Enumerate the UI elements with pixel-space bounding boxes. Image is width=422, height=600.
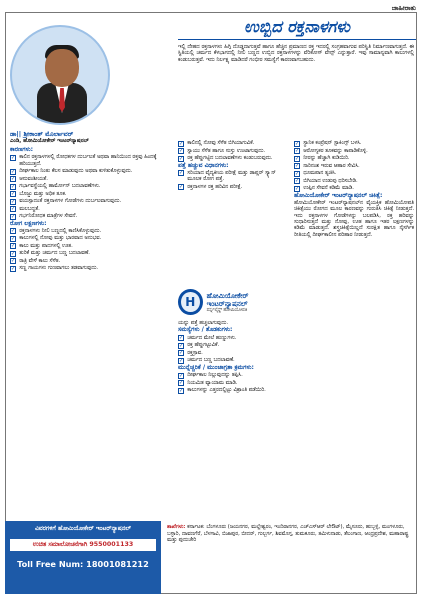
list-item: ✓ ವಯಸ್ಸಾದಂತೆ ರಕ್ತನಾಳಗಳ ಗೋಡೆಗಳು ದುರ್ಬಲವಾಗುವುದು. xyxy=(11,198,122,205)
doctor-name: ಡಾ|| ಶ್ರೀಕಾಂತ್ ಮೊರ್ಲಾವರ್ xyxy=(10,130,74,138)
list-item: ✓ ಸ್ನಾಯು ಸೆಳೆತ ಹಾಗೂ ಸುಸ್ತು ಉಂಟಾಗುವುದು. xyxy=(179,147,266,154)
logo-subtitle: ಪರ್ಸ್ನಲೈಸ್ಡ್ ಹೋಮಿಯೋಪತಿ xyxy=(206,307,248,313)
body-text: ಯನ್ನು ಪತ್ತೆ ಹಚ್ಚಲಾಗುವುದು. xyxy=(178,320,229,326)
list-item: ✓ ರಕ್ತಸ್ರಾವ. xyxy=(179,349,203,357)
list-item: ✓ ಸ್ಥಾನಿಕ ಕಂಪ್ರೆಷನ್ ಸ್ಟಾಕಿಂಗ್ಸ್ ಬಳಸಿ. xyxy=(295,140,362,147)
doctor-credentials: ಎಂಡಿ, ಹೋಮಿಯೋಕೇರ್ ಇಂಟರ್‌ನ್ಯಾಷನಲ್ xyxy=(10,138,89,144)
list-item: ✓ ರಾತ್ರಿ ವೇಳೆ ಕಾಲು ಸೆಳೆತ. xyxy=(11,257,61,265)
page-title: ಉಬ್ಬಿದ ರಕ್ತನಾಳಗಳು xyxy=(178,14,416,40)
contact-box xyxy=(5,521,161,594)
complications-heading: ಸಮಸ್ಯೆಗಳು / ತೊಡಕುಗಳು: xyxy=(178,326,233,334)
list-item: ✓ ಆರೋಗ್ಯಕರ ತೂಕವನ್ನು ಕಾಪಾಡಿಕೊಳ್ಳಿ. xyxy=(295,147,368,154)
list-item: ✓ ಕಾಲುಗಳಲ್ಲಿ ನೋವು ಮತ್ತು ಭಾರವಾದ ಅನುಭವ. xyxy=(11,235,102,242)
list-item: ✓ ರಕ್ತನಾಳಗಳ ರಕ್ತ ಹರಿವಿನ ಪರೀಕ್ಷೆ. xyxy=(179,183,243,191)
tollfree-number[interactable]: Toll Free Num: 18001081212 xyxy=(17,559,149,569)
branches-list: ಕರ್ನಾಟಕ: ಬೆಂಗಳೂರು (ಜಯನಗರ, ಮಲ್ಲೇಶ್ವರಂ, ಇಂದಿರಾನಗರ, ಎಚ್‌ಎಸ್‌ಆರ್ ಲೇಔಟ್), ಮೈಸೂರು, ಹುಬ್ಬಳ್ಳಿ, ಮಂಗಳೂರು, ಬಳ್ಳಾರಿ, ದಾವಣಗೆರೆ, ಬೆಳಗಾವಿ, ಬಿಜಾಪುರ, ಬೀದರ್, ಗುಲ್ಬರ್ಗ, ಶಿವಮೊಗ್ಗ, ತುಮಕೂರು, ತಮಿಳುನಾಡು, ತೆಲಂಗಾಣ, ಆಂಧ್ರಪ್ರದೇಶ, ಮಹಾರಾಷ್ಟ್ರ ಮತ್ತು ಪುದುಚೇರಿ xyxy=(167,524,409,543)
treatment-heading: ಹೋಮಿಯೋಕೇರ್ ಇಂಟರ್‌ನ್ಯಾಷನಲ್ ಚಿಕಿತ್ಸೆ: xyxy=(294,191,383,199)
list-item: ✓ ದೀರ್ಘಕಾಲ ನಿಲ್ಲುವುದನ್ನು ತಪ್ಪಿಸಿ. xyxy=(179,372,243,379)
branches-box xyxy=(163,521,417,594)
logo-icon xyxy=(178,289,203,315)
list-item: ✓ ಚರ್ಮದ ಮೇಲೆ ಹುಣ್ಣುಗಳು. xyxy=(179,334,237,342)
list-item: ✓ ತುರಿಕೆ ಮತ್ತು ಚರ್ಮದ ಬಣ್ಣ ಬದಲಾವಣೆ. xyxy=(11,250,90,257)
list-item: ✓ ಚರ್ಮದ ಬಣ್ಣ ಬದಲಾವಣೆ. xyxy=(179,357,235,364)
list-item: ✓ ರಕ್ತನಾಳಗಳು ನೀಲಿ ಬಣ್ಣದಲ್ಲಿ ಕಾಣಿಸಿಕೊಳ್ಳುವುದು. xyxy=(11,227,102,235)
list-item: ✓ ಬೊಜ್ಜು ಮತ್ತು ಅಧಿಕ ತೂಕ. xyxy=(11,190,67,198)
homeocare-logo xyxy=(178,287,286,317)
list-item: ✓ ಕಾಲಿನಲ್ಲಿ ನೋವು ಸೆಳೆತ ಬಿಗಿಯಾಗುವಿಕೆ. xyxy=(179,140,255,147)
list-item: ✓ ಬಿಗಿಯಾದ ಉಡುಪು ಧರಿಸಬೇಡಿ. xyxy=(295,177,358,184)
list-item: ✓ ರಕ್ತ ಹೆಪ್ಪುಗಟ್ಟುವಿಕೆ. xyxy=(179,342,220,349)
column-2-top xyxy=(178,140,288,285)
consult-phone[interactable]: ಉಚಿತ ಸಮಾಲೋಚನೆಗಾಗಿ 9550001133 xyxy=(10,539,156,551)
causes-heading: ಕಾರಣಗಳು: xyxy=(10,146,34,153)
list-item: ✓ ನೀರನ್ನು ಹೆಚ್ಚಾಗಿ ಕುಡಿಯಿರಿ. xyxy=(295,155,350,162)
list-item: ✓ ಆನುವಂಶೀಯತೆ. xyxy=(11,175,48,183)
list-item: ✓ ಸರಿಯಾದ ವೈದ್ಯಕೀಯ ಪರೀಕ್ಷೆ ಮತ್ತು ಡಾಪ್ಲರ್ ಸ್ಕ್ಯಾನ್ ಮೂಲಕ ರೋಗ ಪತ್ತೆ. xyxy=(179,169,276,183)
footer xyxy=(5,521,417,594)
list-item: ✓ ಮಲಬದ್ಧತೆ. xyxy=(11,205,40,213)
list-item: ✓ ದೀರ್ಘಕಾಲ ನಿಂತು ಕೆಲಸ ಮಾಡುವುದು ಅಥವಾ ಕುಳಿತುಕೊಳ್ಳುವುದು. xyxy=(11,168,133,175)
list-item: ✓ ಗರ್ಭನಿರೋಧಕ ಮಾತ್ರೆಗಳ ಸೇವನೆ. xyxy=(11,213,78,220)
list-item: ✓ ರಕ್ತ ಹೆಪ್ಪುಗಟ್ಟಿದ ಬದಲಾವಣೆಗಳು ಕಂಡುಬರುವುದು. xyxy=(179,155,273,162)
contact-info: ವಿವರಗಳಿಗೆ ಹೋಮಿಯೋಕೇರ್ ಇಂಟರ್‌ನ್ಯಾಷನಲ್ xyxy=(34,525,132,532)
advertisement-tag: ಜಾಹೀರಾತು xyxy=(391,4,416,12)
list-item: ✓ ಧೂಮಪಾನ ತ್ಯಜಿಸಿ. xyxy=(295,170,337,177)
list-item: ✓ ಕಾಲುಗಳನ್ನು ಎತ್ತರದಲ್ಲಿಟ್ಟು ವಿಶ್ರಾಂತಿ ಪಡೆಯಿರಿ. xyxy=(179,387,266,394)
column-1 xyxy=(10,146,170,518)
branches-label: ಶಾಖೆಗಳು: xyxy=(167,524,186,530)
prevention-heading: ಮುನ್ನೆಚ್ಚರಿಕೆ / ಮುಂಜಾಗ್ರತಾ ಕ್ರಮಗಳು: xyxy=(178,363,254,371)
list-item: ✓ ನಾರಿನಂಶ ಇರುವ ಆಹಾರ ಸೇವಿಸಿ. xyxy=(295,162,360,169)
doctor-photo xyxy=(10,25,110,125)
list-item: ✓ ಉಪ್ಪಿನ ಸೇವನೆ ಕಡಿಮೆ ಮಾಡಿ. xyxy=(295,185,354,192)
symptoms-heading: ರೋಗ ಲಕ್ಷಣಗಳು: xyxy=(10,219,47,227)
list-item: ✓ ಸಣ್ಣ ಗಾಯಗಳು ಗುಣವಾಗಲು ತಡವಾಗುವುದು. xyxy=(11,265,99,272)
list-item: ✓ ಕಾಲಿನ ರಕ್ತನಾಳಗಳಲ್ಲಿ ರೋಧಕಗಳ ದುರ್ಬಲತೆ ಅಥವಾ ಹಾನಿಯಿಂದ ರಕ್ತವು ಹಿಂದಕ್ಕೆ ಹರಿಯುತ್ತದೆ. xyxy=(11,154,157,167)
list-item: ✓ ನಿಯಮಿತ ವ್ಯಾಯಾಮ ಮಾಡಿ. xyxy=(179,379,238,387)
diagnosis-heading: ಪತ್ತೆ ಹಚ್ಚುವ ವಿಧಾನಗಳು: xyxy=(178,161,229,169)
intro-paragraph: ಇಲ್ಲಿ ದೇಹದ ರಕ್ತನಾಳಗಳು ಹಿಗ್ಗಿ ದೊಡ್ಡದಾಗುತ್ತವೆ ಹಾಗೂ ಹೆಚ್ಚಿನ ಪ್ರಮಾಣದ ರಕ್ತ ಇದರಲ್ಲಿ ಸಂಗ್ರಹವಾಗುವ ಪರಿಸ್ಥಿತಿ ನಿರ್ಮಾಣವಾಗುತ್ತದೆ. ಈ ಸ್ಥಿತಿಯಲ್ಲಿ ಚರ್ಮದ ಕೆಳಭಾಗದಲ್ಲಿ ನೀಲಿ ಬಣ್ಣದ ಉಬ್ಬಿದ ರಕ್ತನಾಳಗಳನ್ನು ವೆರಿಕೋಸ್ ವೇನ್ಸ್ ಎನ್ನುತ್ತಾರೆ. ಇವು ಸಾಮಾನ್ಯವಾಗಿ ಕಾಲುಗಳಲ್ಲಿ ಕಂಡುಬರುತ್ತವೆ. ಇದು ನಿರ್ಲಕ್ಷ್ಯ ಮಾಡಿದರೆ ಗಂಭೀರ ಸಮಸ್ಯೆಗೆ ಕಾರಣವಾಗಬಹುದು. xyxy=(178,44,414,63)
list-item: ✓ ಗರ್ಭಾವಸ್ಥೆಯಲ್ಲಿ ಹಾರ್ಮೋನ್ ಬದಲಾವಣೆಗಳು. xyxy=(11,183,101,190)
column-2-bottom xyxy=(178,320,288,518)
treatment-text: ಹೋಮಿಯೋಕೇರ್ ಇಂಟರ್‌ನ್ಯಾಷನಲ್‌ನ ವೈಯಕ್ತಿಕ ಹೋಮಿಯೋಪತಿ ಚಿಕಿತ್ಸೆಯು ರೋಗದ ಮೂಲ ಕಾರಣವನ್ನು ಗುರುತಿಸಿ ಚಿಕಿತ್ಸೆ ನೀಡುತ್ತದೆ. ಇದು ರಕ್ತನಾಳಗಳ ಗೋಡೆಗಳನ್ನು ಬಲಪಡಿಸಿ, ರಕ್ತ ಹರಿವನ್ನು ಸುಧಾರಿಸುತ್ತದೆ ಮತ್ತು ನೋವು, ಊತ ಹಾಗೂ ಇತರ ಲಕ್ಷಣಗಳನ್ನು ಕಡಿಮೆ ಮಾಡುತ್ತದೆ. ಶಸ್ತ್ರಚಿಕಿತ್ಸೆಯಿಲ್ಲದೆ ಸುರಕ್ಷಿತ ಹಾಗೂ ನೈಸರ್ಗಿಕ ರೀತಿಯಲ್ಲಿ ದೀರ್ಘಕಾಲೀನ ಪರಿಹಾರ ನೀಡುತ್ತದೆ. xyxy=(294,199,414,238)
list-item: ✓ ಕಾಲು ಮತ್ತು ಪಾದಗಳಲ್ಲಿ ಊತ. xyxy=(11,242,73,250)
logo-title: ಹೋಮಿಯೋಕೇರ್ ಇಂಟರ್‌ನ್ಯಾಷನಲ್ xyxy=(206,291,249,308)
column-3 xyxy=(294,140,414,518)
